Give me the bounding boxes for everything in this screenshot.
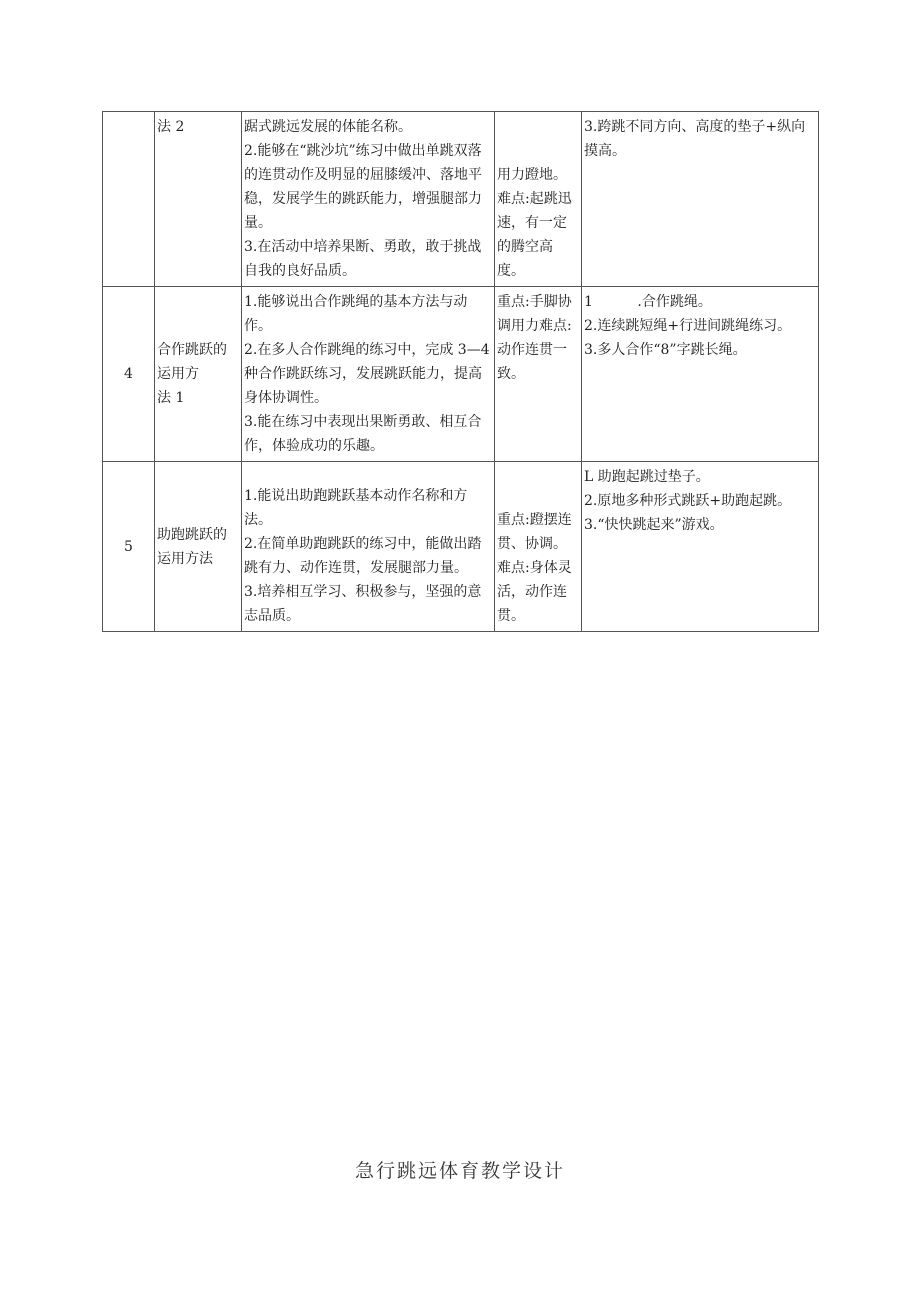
goal-line: 3.培养相互学习、积极参与，坚强的意志品质。 (244, 584, 482, 624)
lesson-name-cell (155, 287, 242, 462)
goal-line: 3.能在练习中表现出果断勇敢、相互合作，体验成功的乐趣。 (244, 414, 482, 454)
lesson-name-line: 合作跳跃的运用方 (157, 342, 227, 382)
lesson-name-line: 法 2 (157, 119, 185, 135)
lesson-number-cell (103, 112, 155, 287)
content-line: 3.多人合作“8”字跳长绳。 (584, 342, 747, 358)
key-points-cell (495, 287, 582, 462)
lesson-goals-cell (242, 462, 495, 632)
goal-line: 1.能够说出合作跳绳的基本方法与动作。 (244, 294, 468, 334)
lesson-name-cell (155, 462, 242, 632)
goal-line: 2.能够在“跳沙坑”练习中做出单跳双落的连贯动作及明显的屈膝缓冲、落地平稳，发展学生的跳跃能力，增强腿部力量。 (244, 143, 482, 231)
lesson-name-line: 法 1 (157, 390, 185, 406)
goal-line: 3.在活动中培养果断、勇敢，敢于挑战自我的良好品质。 (244, 239, 482, 279)
key-point-line: 难点:起跳迅速，有一定的腾空高度。 (497, 191, 572, 279)
key-points-cell (495, 112, 582, 287)
content-cell (582, 462, 819, 632)
lesson-plan-table (102, 111, 819, 632)
key-point-line: 用力蹬地。 (497, 167, 567, 183)
content-line: 1 .合作跳绳。 (584, 294, 712, 310)
lesson-name-cell (155, 112, 242, 287)
lesson-number: 4 (124, 366, 133, 382)
content-line: 2.原地多种形式跳跃+助跑起跳。 (584, 493, 792, 509)
content-cell (582, 287, 819, 462)
goal-line: 2.在多人合作跳绳的练习中，完成 3—4 种合作跳跃练习，发展跳跃能力，提高身体协调性。 (244, 342, 495, 406)
lesson-goals-cell (242, 112, 495, 287)
content-cell (582, 112, 819, 287)
key-point-line: 重点:蹬摆连贯、协调。 (497, 512, 572, 552)
lesson-number-cell (103, 462, 155, 632)
content-line: 3.“快快跳起来”游戏。 (584, 517, 724, 533)
content-line: 2.连续跳短绳+行进间跳绳练习。 (584, 318, 792, 334)
content-line: 3.跨跳不同方向、高度的垫子+纵向摸高。 (584, 119, 806, 159)
lesson-name-line: 助跑跳跃的运用方法 (157, 526, 227, 567)
table-row (103, 112, 819, 287)
key-point-line: 难点:身体灵活，动作连贯。 (497, 560, 572, 624)
goal-line: 踞式跳远发展的体能名称。 (244, 119, 412, 135)
key-point-line: 重点:手脚协调用力难点:动作连贯一致。 (497, 294, 572, 382)
goal-line: 1.能说出助跑跳跃基本动作名称和方法。 (244, 488, 468, 528)
document-title: 急行跳远体育教学设计 (354, 1160, 565, 1182)
goal-line: 2.在简单助跑跳跃的练习中，能做出踏跳有力、动作连贯，发展腿部力量。 (244, 536, 482, 576)
table-row (103, 287, 819, 462)
lesson-number: 5 (124, 538, 133, 555)
lesson-number-cell (103, 287, 155, 462)
key-points-cell (495, 462, 582, 632)
content-line: L 助跑起跳过垫子。 (584, 469, 710, 485)
table-row (103, 462, 819, 632)
lesson-goals-cell (242, 287, 495, 462)
